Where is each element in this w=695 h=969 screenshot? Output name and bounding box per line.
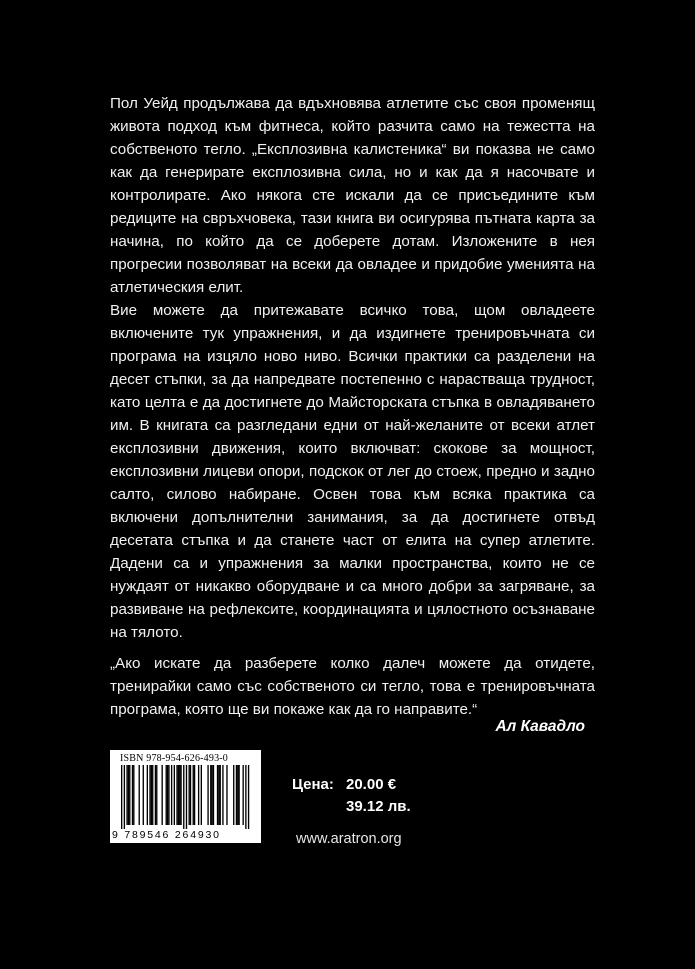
barcode-bar [207,765,208,825]
barcode-bar [167,765,168,825]
barcode-bar [151,765,152,825]
barcode-bar [190,765,191,825]
barcode-bar [183,765,184,829]
barcode-bar [168,765,169,825]
barcode-bar [126,765,127,825]
barcode [110,750,261,843]
barcode-bar [129,765,130,825]
barcode-bar [162,765,163,825]
barcode-bar [128,765,129,825]
quote-text: „Ако искате да разберете колко далеч можете да отидете, тренирайки само със собственото си тегло, това е тренировъчната програма, която ще ви покаже как да го направите.“ [110,655,595,718]
barcode-bar [176,765,177,825]
barcode-bar [149,765,150,825]
barcode-digits: 9 789546 264930 [112,829,221,841]
barcode-bar [237,765,238,825]
barcode-bar [180,765,181,825]
barcode-bar [198,765,199,825]
barcode-bar [193,765,194,825]
barcode-bar [211,765,212,825]
barcode-bar [132,765,133,825]
barcode-bar [189,765,190,825]
barcode-bar [133,765,134,825]
barcode-bar [233,765,234,825]
barcode-bar [213,765,214,825]
barcode-bars [113,765,258,829]
barcode-bar [152,765,153,825]
barcode-bar [171,765,172,825]
barcode-bar [143,765,144,825]
barcode-bar [174,765,175,825]
barcode-bar [243,765,244,825]
barcode-bar [210,765,211,825]
description-paragraph-2: Вие можете да притежавате всичко това, щом овладеете включените тук упражнения, и да издигнете тренировъчната си програма на изцяло ново ниво. Всички практики са разделени на десет стъпки, за да напредвате постепенно с нарастваща трудност, като целта е да достигнете до Майсторската стъпка в овладяването им. В книгата са разгледани едни от най-желаните от всеки атлет експлозивни движения, които включват: скокове за мощност, експлозивни лицеви опори, подскок от лег до стоеж, предно и задно салто, силово набиране. Освен това към всяка практика са включени допълнителни занимания, за да достигнете отвъд десетата стъпка и да станете част от елита на супер атлетите. Дадени са и упражнения за малки пространства, които не се нуждаят от никакво оборудване и са много добри за загряване, за развиване на рефлексите, координацията и цялостното осъзнаване на тялото. [110,302,595,641]
barcode-bar [248,765,249,829]
barcode-bar [220,765,221,825]
barcode-bar [222,765,223,825]
barcode-bar [166,765,167,825]
barcode-bar [217,765,218,825]
barcode-bar [124,765,125,829]
barcode-bar [121,765,122,829]
barcode-bar [147,765,148,825]
barcode-bar [238,765,239,825]
description-paragraph-1: Пол Уейд продължава да вдъхновява атлетите със своя променящ живота подход към фитнеса, който разчита само на тежестта на собственото тегло. „Експлозивна калистеника“ ви показва не само как да генерирате експлозивна сила, но и как да я насочвате и контролирате. Ако някога сте искали да се присъедините към редиците на свръхчовека, тази книга ви осигурява пътната карта за начина, по който да се доберете дотам. Изложените в нея прогресии позволяват на всеки да овладее и придобие уменията на атлетическия елит. [110,95,595,296]
barcode-bar [236,765,237,825]
barcode-bar [201,765,202,825]
quote-author: Ал Кавадло [495,718,585,735]
description-text [110,92,595,644]
barcode-bar [155,765,156,825]
website-url: www.aratron.org [296,831,402,847]
barcode-bar [218,765,219,825]
barcode-bar [139,765,140,825]
price-eur: 20.00 € [346,776,397,793]
barcode-bar [186,765,187,829]
barcode-bar [194,765,195,825]
barcode-bar [245,765,246,829]
isbn-number: ISBN 978-954-626-493-0 [120,753,229,764]
barcode-bar [178,765,179,825]
price-bgn: 39.12 лв. [346,798,411,815]
barcode-bar [156,765,157,825]
barcode-bar [226,765,227,825]
price-label: Цена: [292,776,334,793]
barcode-bar [179,765,180,825]
